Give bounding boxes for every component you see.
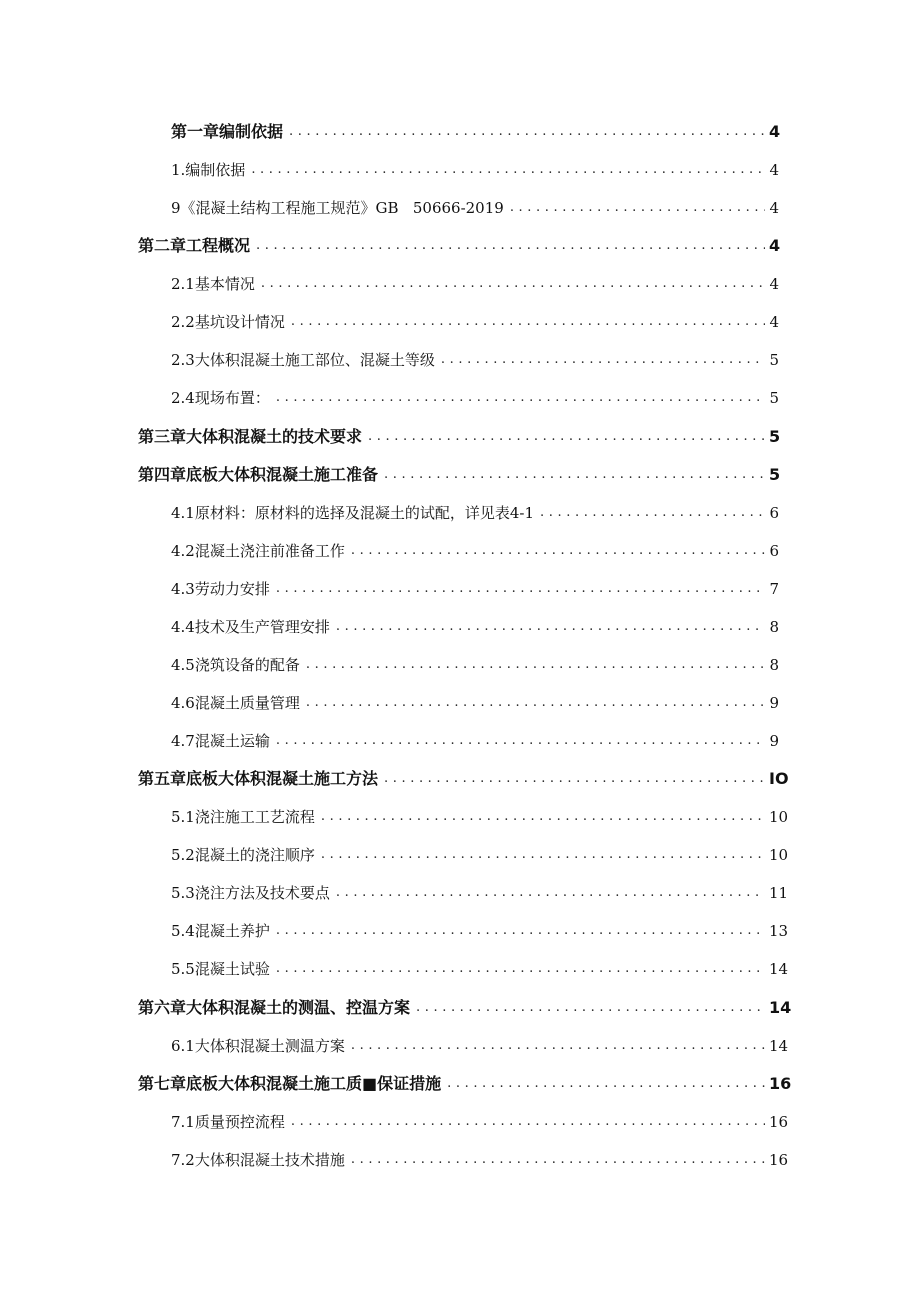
toc-entry-chapter-1[interactable] — [171, 112, 779, 142]
toc-entry-7-2[interactable] — [171, 1140, 789, 1170]
toc-entry-chapter-7[interactable] — [138, 1064, 792, 1094]
toc-entry-page: 6 — [769, 542, 779, 560]
toc-entry-number: 2.2 — [171, 313, 195, 331]
toc-entry-page: 5 — [769, 427, 781, 446]
toc-entry-page: 4 — [769, 313, 779, 331]
toc-entry-page: 8 — [769, 656, 779, 674]
toc-entry-page: 4 — [769, 199, 779, 217]
toc-entry-4-5[interactable] — [171, 645, 779, 675]
toc-entry-title: 混凝土质量管理 — [194, 694, 300, 712]
toc-entry-page: 4 — [769, 161, 779, 179]
dot-leader — [368, 427, 765, 447]
dot-leader — [416, 998, 765, 1018]
toc-entry-page: 9 — [769, 732, 779, 750]
toc-entry-title: 混凝土的浇注顺序 — [194, 846, 315, 864]
toc-entry-page: 11 — [769, 884, 789, 902]
toc-entry-title: 浇筑设备的配备 — [194, 656, 300, 674]
toc-entry-chapter-4[interactable] — [138, 455, 779, 485]
toc-entry-4-6[interactable] — [171, 683, 779, 713]
dot-leader — [321, 845, 765, 865]
toc-entry-number: 5.5 — [171, 960, 195, 978]
dot-leader — [276, 579, 765, 599]
toc-entry-title: 9《混凝土结构工程施工规范》GB 50666-2019 — [171, 199, 504, 217]
toc-entry-page: 14 — [769, 998, 792, 1017]
dot-leader — [291, 312, 765, 332]
toc-entry-number: 7.1 — [171, 1113, 195, 1131]
toc-entry-title: 质量预控流程 — [194, 1113, 285, 1131]
dot-leader — [351, 541, 765, 561]
dot-leader — [510, 198, 765, 218]
toc-entry-title: 混凝土试验 — [194, 960, 270, 978]
toc-entry-1-basis[interactable] — [171, 150, 779, 180]
dot-leader — [336, 883, 765, 903]
toc-entry-number: 4.6 — [171, 694, 195, 712]
toc-entry-4-3[interactable] — [171, 569, 779, 599]
toc-entry-5-3[interactable] — [171, 873, 789, 903]
toc-entry-title: 1.编制依据 — [171, 161, 246, 179]
toc-entry-number: 5.4 — [171, 922, 195, 940]
dot-leader — [321, 807, 765, 827]
toc-entry-title: 原材料：原材料的选择及混凝土的试配，详见表4-1 — [194, 504, 535, 522]
toc-entry-chapter-3[interactable] — [138, 417, 779, 447]
toc-entry-page: IO — [769, 769, 789, 788]
toc-entry-page: 10 — [769, 846, 789, 864]
dot-leader — [384, 769, 765, 789]
toc-entry-title: 浇注施工工艺流程 — [194, 808, 315, 826]
toc-entry-number: 4.4 — [171, 618, 195, 636]
dot-leader — [351, 1036, 765, 1056]
toc-entry-2-4[interactable] — [171, 378, 779, 408]
dot-leader — [540, 503, 765, 523]
toc-entry-page: 14 — [769, 1037, 789, 1055]
toc-entry-4-1[interactable] — [171, 493, 779, 523]
dot-leader — [276, 921, 765, 941]
toc-entry-page: 5 — [769, 351, 779, 369]
dot-leader — [276, 731, 765, 751]
toc-entry-5-5[interactable] — [171, 949, 789, 979]
toc-entry-title: 混凝土养护 — [194, 922, 270, 940]
toc-entry-chapter-5[interactable] — [138, 759, 789, 789]
toc-entry-number: 4.5 — [171, 656, 195, 674]
dot-leader — [384, 465, 765, 485]
toc-entry-4-7[interactable] — [171, 721, 779, 751]
toc-entry-5-1[interactable] — [171, 797, 789, 827]
dot-leader — [261, 274, 765, 294]
toc-entry-title: 基本情况 — [194, 275, 255, 293]
toc-entry-5-4[interactable] — [171, 911, 789, 941]
toc-entry-page: 16 — [769, 1074, 792, 1093]
dot-leader — [306, 693, 765, 713]
toc-entry-gb-standard[interactable] — [171, 188, 779, 218]
toc-entry-number: 4.7 — [171, 732, 195, 750]
toc-entry-title: 技术及生产管理安排 — [194, 618, 330, 636]
toc-entry-title: 大体积混凝土施工部位、混凝土等级 — [194, 351, 435, 369]
toc-entry-title: 第二章工程概况 — [138, 236, 251, 255]
toc-entry-title: 6.1大体积混凝土测温方案 — [171, 1037, 345, 1055]
dot-leader — [289, 122, 765, 142]
toc-entry-title: 第四章底板大体积混凝土施工准备 — [138, 465, 379, 484]
toc-entry-page: 10 — [769, 808, 789, 826]
toc-entry-chapter-6[interactable] — [138, 988, 792, 1018]
toc-entry-title: 大体积混凝土技术措施 — [194, 1151, 345, 1169]
toc-entry-title: 混凝土运输 — [194, 732, 270, 750]
dot-leader — [291, 1112, 765, 1132]
toc-entry-7-1[interactable] — [171, 1102, 789, 1132]
toc-entry-number: 2.1 — [171, 275, 195, 293]
toc-entry-number: 5.1 — [171, 808, 195, 826]
toc-entry-page: 7 — [769, 580, 779, 598]
toc-entry-title: 浇注方法及技术要点 — [194, 884, 330, 902]
toc-entry-page: 14 — [769, 960, 789, 978]
toc-entry-6-1[interactable] — [171, 1026, 789, 1056]
toc-entry-number: 2.3 — [171, 351, 195, 369]
toc-entry-2-3[interactable] — [171, 340, 779, 370]
dot-leader — [351, 1150, 765, 1170]
toc-entry-page: 4 — [769, 122, 781, 141]
toc-entry-title: 第六章大体积混凝土的测温、控温方案 — [138, 998, 411, 1017]
toc-entry-title: 第一章编制依据 — [171, 122, 284, 141]
toc-entry-title: 第七章底板大体积混凝土施工质■保证措施 — [138, 1074, 442, 1093]
toc-entry-page: 4 — [769, 275, 779, 293]
toc-entry-title: 劳动力安排 — [194, 580, 270, 598]
toc-entry-chapter-2[interactable] — [138, 226, 779, 256]
toc-entry-5-2[interactable] — [171, 835, 789, 865]
dot-leader — [251, 160, 765, 180]
toc-entry-title: 第五章底板大体积混凝土施工方法 — [138, 769, 379, 788]
toc-entry-page: 6 — [769, 504, 779, 522]
dot-leader — [276, 388, 765, 408]
dot-leader — [276, 959, 765, 979]
toc-entry-title: 基坑设计情况 — [194, 313, 285, 331]
toc-entry-title: 2.4现场布置： — [171, 389, 270, 407]
toc-entry-title: 第三章大体积混凝土的技术要求 — [138, 427, 363, 446]
toc-entry-page: 5 — [769, 389, 779, 407]
dot-leader — [336, 617, 765, 637]
toc-entry-number: 7.2 — [171, 1151, 195, 1169]
dot-leader — [306, 655, 765, 675]
toc-entry-2-1[interactable] — [171, 264, 779, 294]
dot-leader — [256, 236, 765, 256]
toc-entry-page: 9 — [769, 694, 779, 712]
dot-leader — [441, 350, 765, 370]
toc-entry-number: 4.3 — [171, 580, 195, 598]
toc-entry-page: 8 — [769, 618, 779, 636]
toc-entry-2-2[interactable] — [171, 302, 779, 332]
toc-entry-title: 混凝土浇注前准备工作 — [194, 542, 345, 560]
toc-entry-page: 16 — [769, 1151, 789, 1169]
toc-entry-number: 4.2 — [171, 542, 195, 560]
toc-entry-page: 16 — [769, 1113, 789, 1131]
toc-entry-4-2[interactable] — [171, 531, 779, 561]
toc-entry-number: 5.3 — [171, 884, 195, 902]
dot-leader — [447, 1074, 765, 1094]
toc-entry-number: 5.2 — [171, 846, 195, 864]
toc-entry-page: 4 — [769, 236, 781, 255]
toc-entry-4-4[interactable] — [171, 607, 779, 637]
toc-entry-number: 4.1 — [171, 504, 195, 522]
toc-entry-page: 13 — [769, 922, 789, 940]
toc-entry-page: 5 — [769, 465, 781, 484]
